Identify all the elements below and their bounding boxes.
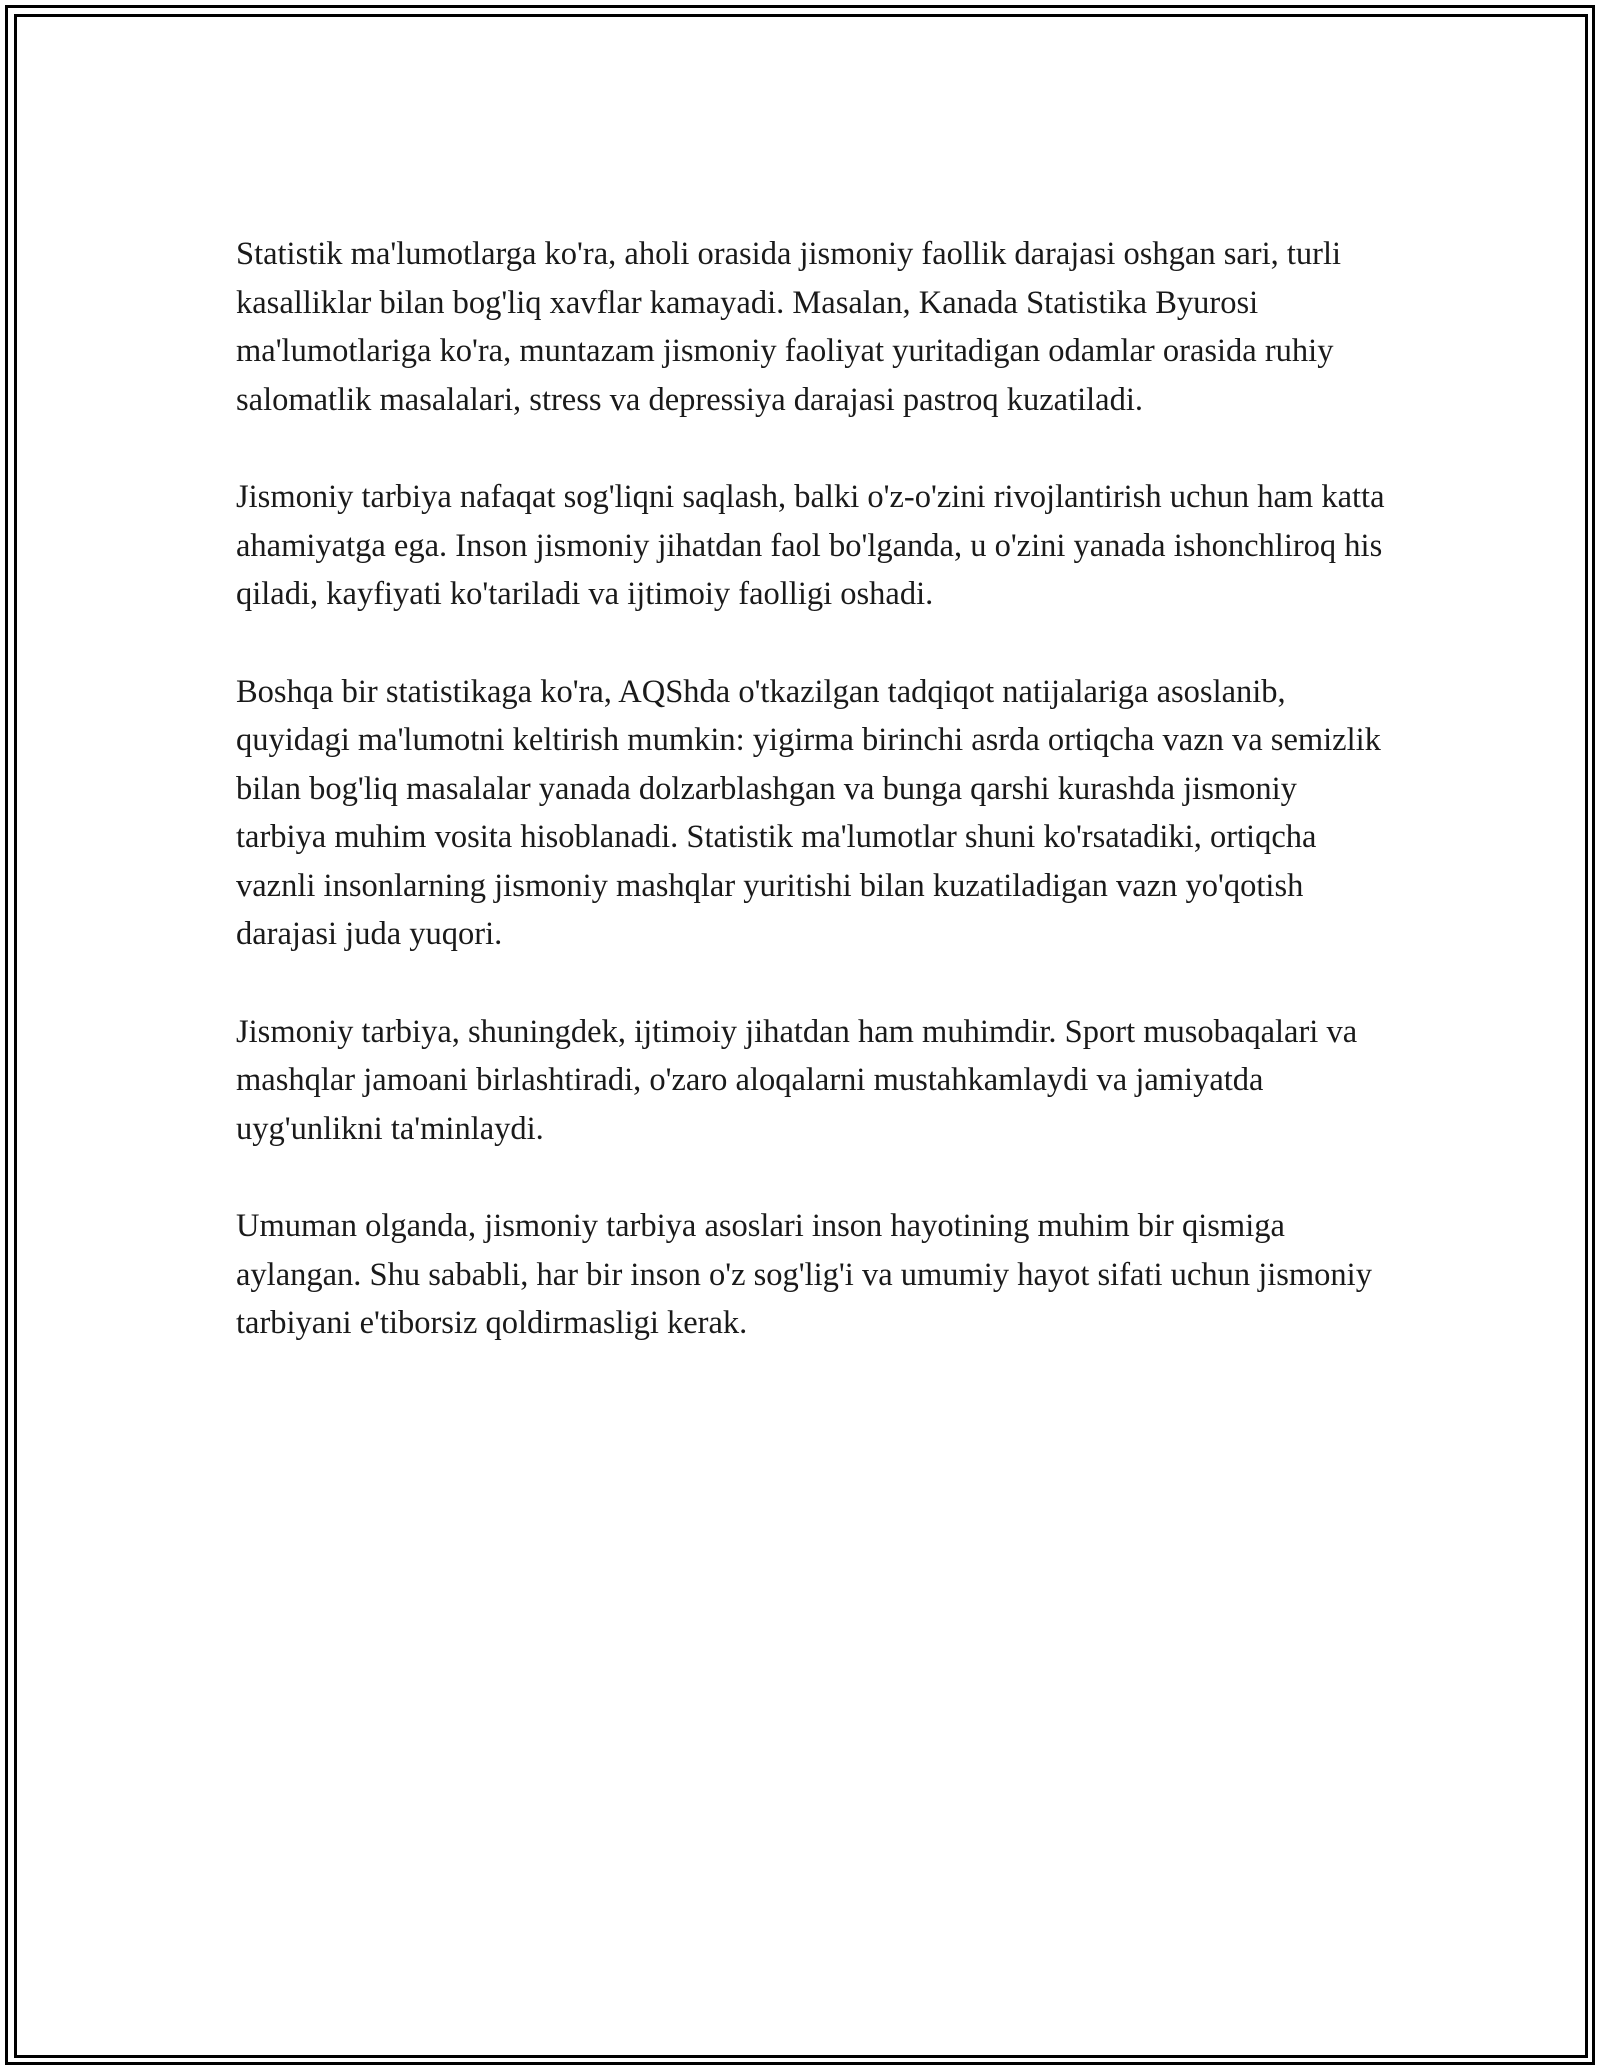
paragraph-3: Boshqa bir statistikaga ko'ra, AQShda o'tkazilgan tadqiqot natijalariga asoslanib, quyidagi ma'lumotni keltirish mumkin: yigirma birinchi asrda ortiqcha vazn va semizlik bilan bog'liq masalalar yanada dolzarblashgan va bunga qarshi kurashda jismoniy tarbiya muhim vosita hisoblanadi. Statistik ma'lumotlar shuni ko'rsatadiki, ortiqcha vaznli insonlarning jismoniy mashqlar yuritishi bilan kuzatiladigan vazn yo'qotish darajasi juda yuqori. [236, 673, 1381, 952]
paragraph-2: Jismoniy tarbiya nafaqat sog'liqni saqlash, balki o'z-o'zini rivojlantirish uchun ham katta ahamiyatga ega. Inson jismoniy jihatdan faol bo'lganda, u o'zini yanada ishonchliroq his qiladi, kayfiyati ko'tariladi va ijtimoiy faolligi oshadi. [236, 479, 1385, 612]
paragraph-5: Umuman olganda, jismoniy tarbiya asoslari inson hayotining muhim bir qismiga aylangan. Shu sababli, har bir inson o'z sog'lig'i va umumiy hayot sifati uchun jismoniy tarbiyani e'tiborsiz qoldirmasligi kerak. [236, 1208, 1372, 1341]
paragraph-4: Jismoniy tarbiya, shuningdek, ijtimoiy jihatdan ham muhimdir. Sport musobaqalari va mashqlar jamoani birlashtiradi, o'zaro aloqalarni mustahkamlaydi va jamiyatda uyg'unlikni ta'minlaydi. [236, 1013, 1358, 1147]
paragraph-1: Statistik ma'lumotlarga ko'ra, aholi orasida jismoniy faollik darajasi oshgan sari, turli kasalliklar bilan bog'liq xavflar kamayadi. Masalan, Kanada Statistika Byurosi ma'lumotlariga ko'ra, muntazam jismoniy faoliyat yuritadigan odamlar orasida ruhiy salomatlik masalalari, stress va depressiya darajasi pastroq kuzatiladi. [236, 236, 1342, 418]
document-body [236, 230, 1386, 1397]
